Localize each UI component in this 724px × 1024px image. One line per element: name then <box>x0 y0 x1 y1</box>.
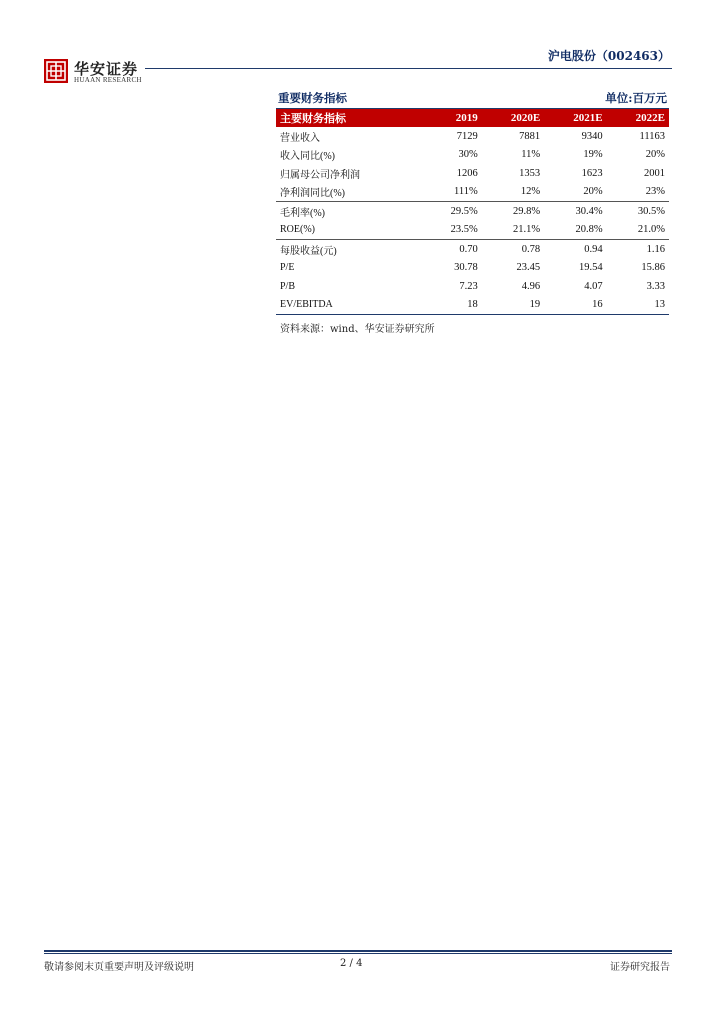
table-cell: 15.86 <box>641 262 665 274</box>
footer-divider <box>44 950 672 952</box>
row-label: 净利润同比(%) <box>280 188 345 200</box>
row-label: 归属母公司净利润 <box>280 169 360 181</box>
table-source-note: 资料来源：wind、华安证券研究所 <box>280 324 435 335</box>
table-cell: 1623 <box>581 167 603 179</box>
table-cell: 23% <box>645 186 665 198</box>
table-cell: 4.07 <box>584 280 603 292</box>
column-header: 主要财务指标 <box>276 109 423 127</box>
table-cell: 0.94 <box>544 240 606 259</box>
table-cell: 30.4% <box>544 202 606 221</box>
table-cell: 18 <box>423 296 482 315</box>
table-row <box>276 296 669 315</box>
table-cell: 23.45 <box>516 262 541 274</box>
table-cell: 1.16 <box>607 240 669 259</box>
table-row <box>276 221 669 240</box>
table-caption <box>276 90 669 109</box>
table-unit: 单位:百万元 <box>605 91 667 105</box>
page-number: 2 / 4 <box>340 958 363 969</box>
table-cell: 11163 <box>639 130 665 142</box>
table-cell: 21.0% <box>637 224 665 236</box>
table-cell: 9340 <box>581 130 603 142</box>
column-header: 2022E <box>607 109 669 127</box>
row-label: 每股收益(元) <box>276 240 423 259</box>
table-cell: 2001 <box>644 167 665 179</box>
column-header: 2020E <box>482 109 544 127</box>
footer-disclaimer: 敬请参阅末页重要声明及评级说明 <box>44 962 194 973</box>
financial-table-block <box>276 90 669 335</box>
row-label: 收入同比(%) <box>280 151 335 163</box>
brand-name: 华安证券 <box>74 60 139 78</box>
table-row <box>276 202 669 221</box>
row-label: P/B <box>280 280 296 292</box>
table-cell: 29.5% <box>423 202 482 221</box>
table-cell: 13 <box>607 296 669 315</box>
column-header: 2019 <box>423 109 482 127</box>
column-header: 2021E <box>544 109 606 127</box>
table-cell: 30% <box>458 149 478 161</box>
footer-divider-thin <box>44 953 672 954</box>
row-label: 毛利率(%) <box>276 202 423 221</box>
table-cell: 29.8% <box>482 202 544 221</box>
table-cell: 11% <box>521 149 541 161</box>
table-row <box>276 240 669 259</box>
table-cell: 1206 <box>456 167 478 179</box>
table-header-row <box>276 109 669 127</box>
table-row <box>276 277 669 296</box>
financial-table <box>276 109 669 315</box>
company-title: 沪电股份（002463） <box>547 49 670 63</box>
header-divider <box>145 68 672 69</box>
table-row <box>276 164 669 183</box>
table-row <box>276 127 669 146</box>
table-cell: 20% <box>583 186 603 198</box>
report-type: 证券研究报告 <box>610 962 670 973</box>
table-row <box>276 259 669 278</box>
table-cell: 3.33 <box>646 280 665 292</box>
table-cell: 12% <box>520 186 541 198</box>
table-cell: 16 <box>544 296 606 315</box>
row-label: ROE(%) <box>280 224 315 236</box>
table-cell: 19 <box>482 296 544 315</box>
table-row <box>276 146 669 165</box>
brand-name-en: HUAAN RESEARCH <box>74 76 142 84</box>
table-cell: 30.5% <box>607 202 669 221</box>
table-cell: 19.54 <box>578 262 603 274</box>
table-cell: 30.78 <box>454 262 478 274</box>
table-cell: 0.70 <box>423 240 482 259</box>
row-label: P/E <box>280 262 295 274</box>
table-cell: 7881 <box>519 130 541 142</box>
table-cell: 111% <box>454 186 478 198</box>
row-label: EV/EBITDA <box>276 296 423 315</box>
table-title: 重要财务指标 <box>278 91 347 105</box>
table-cell: 20% <box>645 149 665 161</box>
table-cell: 7.23 <box>459 280 478 292</box>
table-cell: 21.1% <box>513 224 541 236</box>
row-label: 营业收入 <box>280 132 320 144</box>
table-cell: 23.5% <box>450 224 478 236</box>
table-cell: 0.78 <box>482 240 544 259</box>
table-cell: 7129 <box>456 130 478 142</box>
table-cell: 19% <box>583 149 603 161</box>
huaan-logo-icon <box>44 59 68 83</box>
table-cell: 20.8% <box>575 224 603 236</box>
table-cell: 1353 <box>519 167 541 179</box>
table-cell: 4.96 <box>521 280 541 292</box>
table-row <box>276 183 669 202</box>
